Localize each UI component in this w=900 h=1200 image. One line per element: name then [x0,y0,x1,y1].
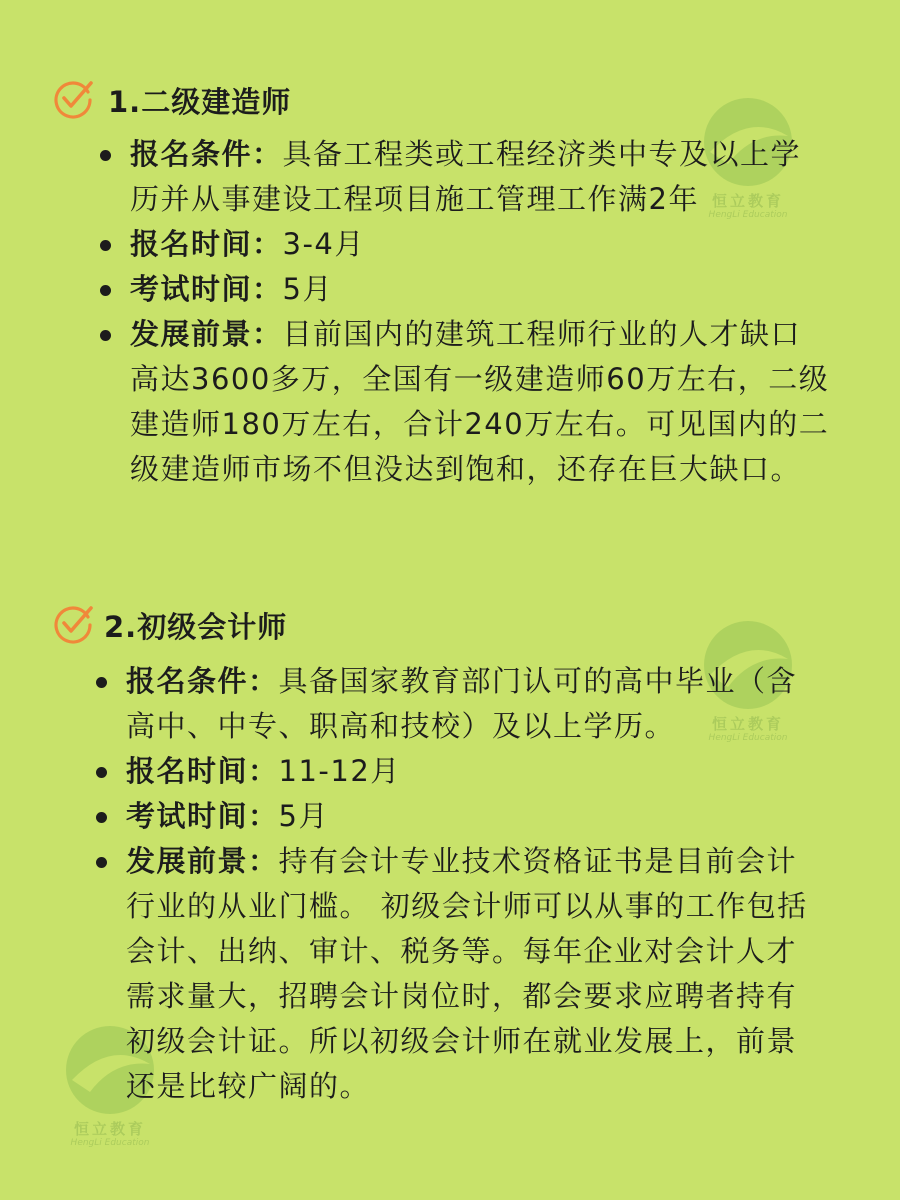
section-heading [0,72,900,124]
bullet-list [0,132,900,492]
item-label: 报名时间： [130,227,283,261]
item-label: 报名条件： [126,664,279,698]
item-text: 11-12月 [278,754,401,788]
list-item [0,222,830,267]
check-circle-icon [52,603,94,645]
watermark-sub: HengLi Education [708,210,788,220]
item-text: 5月 [278,799,329,833]
bullet-list [0,659,900,1109]
item-text: 3-4月 [282,227,365,261]
section-junior-accountant [0,597,900,1109]
bullet-icon [100,330,111,341]
item-label: 发展前景： [126,844,279,878]
item-text: 具备国家教育部门认可的高中毕业（含高中、中专、职高和技校）及以上学历。 [126,664,798,743]
list-item [0,267,830,312]
item-text: 具备工程类或工程经济类中专及以上学历并从事建设工程项目施工管理工作满2年 [130,137,802,216]
watermark-name: 恒立教育 [711,715,784,733]
bullet-icon [96,857,107,868]
bullet-icon [100,150,111,161]
watermark-sub: HengLi Education [708,733,788,743]
bullet-icon [100,285,111,296]
list-item [0,839,816,1109]
watermark-name: 恒立教育 [73,1120,146,1138]
section-title: 1.二级建造师 [108,85,292,119]
item-label: 报名条件： [130,137,283,171]
item-text: 目前国内的建筑工程师行业的人才缺口高达3600多万，全国有一级建造师60万左右，二级建造师180万左右，合计240万左右。可见国内的二级建造师市场不但没达到饱和，还存在巨大缺口。 [130,317,830,486]
bullet-icon [96,767,107,778]
item-label: 考试时间： [126,799,279,833]
list-item [0,794,816,839]
bullet-icon [96,812,107,823]
list-item [0,659,816,749]
section-title: 2.初级会计师 [104,610,288,644]
item-label: 考试时间： [130,272,283,306]
item-label: 发展前景： [130,317,283,351]
list-item [0,749,816,794]
bullet-icon [96,677,107,688]
list-item [0,132,830,222]
section-second-class-constructor [0,72,900,492]
bullet-icon [100,240,111,251]
section-heading [0,597,900,649]
item-text: 5月 [282,272,333,306]
item-text: 持有会计专业技术资格证书是目前会计行业的从业门槛。 初级会计师可以从事的工作包括会计、出纳、审计、税务等。每年企业对会计人才需求量大，招聘会计岗位时，都会要求应聘者持有初级会计证。所以初级会计师在就业发展上，前景还是比较广阔的。 [126,844,808,1103]
watermark-sub: HengLi Education [70,1138,150,1148]
item-label: 报名时间： [126,754,279,788]
check-circle-icon [52,78,94,120]
list-item [0,312,830,492]
watermark-name: 恒立教育 [711,192,784,210]
